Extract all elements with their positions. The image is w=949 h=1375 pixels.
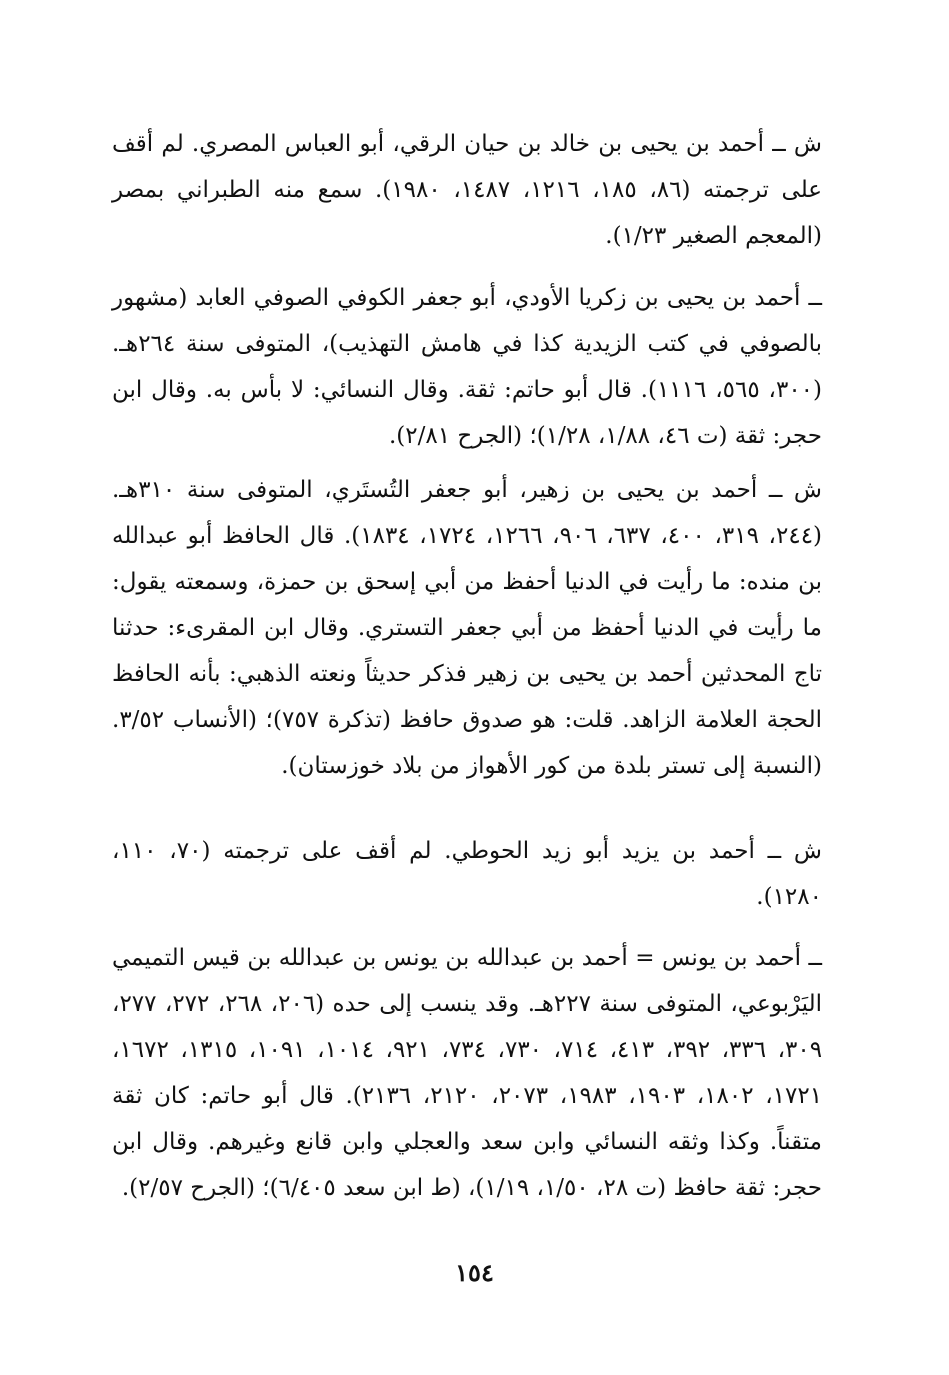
- biography-entry: ش ــ أحمد بن يحيى بن خالد بن حيان الرقي، أبو العباس المصري. لم أقف على ترجمته (٨٦، ١٨٥، ١٢١٦، ١٤٨٧، ١٩٨٠). سمع منه الطبراني بمصر (المعجم الصغير ١/٢٣).: [112, 131, 823, 249]
- biography-entry: ش ــ أحمد بن يحيى بن زهير، أبو جعفر التُستَري، المتوفى سنة ٣١٠هـ. (٢٤٤، ٣١٩، ٤٠٠، ٦٣٧، ٩٠٦، ١٢٦٦، ١٧٢٤، ١٨٣٤). قال الحافظ أبو عبدالله بن منده: ما رأيت في الدنيا أحفظ من أبي إسحق بن حمزة، وسمعته يقول: ما رأيت في الدنيا أحفظ من أبي جعفر التستري. وقال ابن المقرىء: حدثنا تاج المحدثين أحمد بن يحيى بن زهير فذكر حديثاً ونعته الذهبي: بأنه الحافظ الحجة العلامة الزاهد. قلت: هو صدوق حافظ (تذكرة ٧٥٧)؛ (الأنساب ٣/٥٢. (النسبة إلى تستر بلدة من كور الأهواز من بلاد خوزستان).: [112, 477, 823, 779]
- biography-entry: ــ أحمد بن يونس = أحمد بن عبدالله بن يونس بن عبدالله بن قيس التميمي اليَرْبوعي، المتوفى سنة ٢٢٧هـ. وقد ينسب إلى حده (٢٠٦، ٢٦٨، ٢٧٢، ٢٧٧، ٣٠٩، ٣٣٦، ٣٩٢، ٤١٣، ٧١٤، ٧٣٠، ٧٣٤، ٩٢١، ١٠١٤، ١٠٩١، ١٣١٥، ١٦٧٢، ١٧٢١، ١٨٠٢، ١٩٠٣، ١٩٨٣، ٢٠٧٣، ٢١٢٠، ٢١٣٦). قال أبو حاتم: كان ثقة متقناً. وكذا وثقه النسائي وابن سعد والعجلي وابن قانع وغيرهم. وقال ابن حجر: ثقة حافظ (ت ٢٨، ١/٥٠، ١/١٩)، (ط ابن سعد ٦/٤٠٥)؛ (الجرح ٢/٥٧).: [112, 945, 823, 1201]
- page-number: ١٥٤: [455, 1258, 494, 1287]
- biography-entry: ش ــ أحمد بن يزيد أبو زيد الحوطي. لم أقف على ترجمته (٧٠، ١١٠، ١٢٨٠).: [112, 838, 822, 910]
- biography-entry: ــ أحمد بن يحيى بن زكريا الأودي، أبو جعفر الكوفي الصوفي العابد (مشهور بالصوفي في كتب الزيدية كذا في هامش التهذيب)، المتوفى سنة ٢٦٤هـ. (٣٠٠، ٥٦٥، ١١١٦). قال أبو حاتم: ثقة. وقال النسائي: لا بأس به. وقال ابن حجر: ثقة (ت ٤٦، ١/٨٨، ١/٢٨)؛ (الجرح ٢/٨١).: [112, 285, 823, 449]
